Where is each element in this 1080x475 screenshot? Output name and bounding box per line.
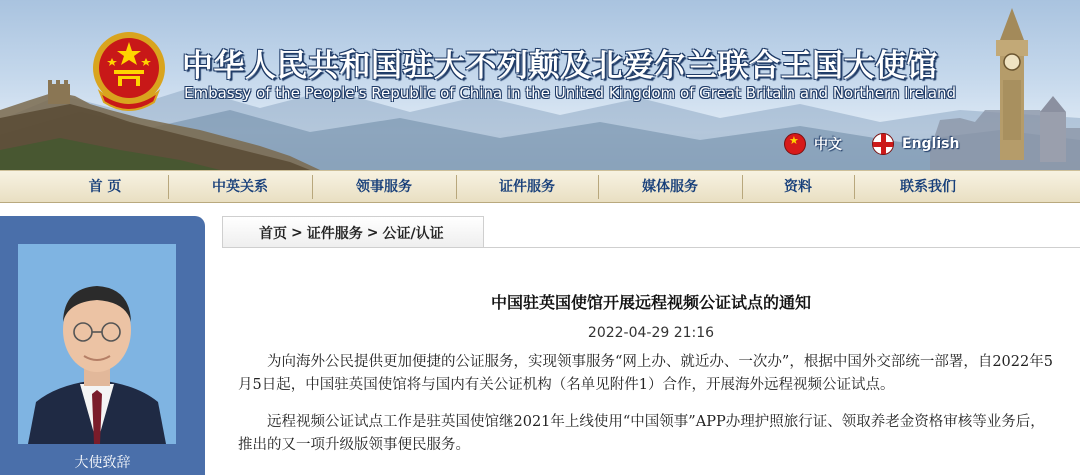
- main-navigation: [0, 170, 1080, 203]
- breadcrumb-separator: >: [366, 224, 379, 241]
- nav-resources[interactable]: 资料: [784, 179, 812, 195]
- nav-consular-services[interactable]: 领事服务: [356, 179, 412, 195]
- article-date: 2022-04-29 21:16: [587, 325, 715, 341]
- article-paragraph: 为向海外公民提供更加便捷的公证服务，实现领事服务“网上办、就近办、一次办”，根据中国外交部统一部署，自2022年5月5日起，中国驻英国使馆将与国内有关公证机构（名单见附件1）合作，开展海外远程视频公证试点。: [238, 354, 1053, 393]
- ambassador-remarks-link[interactable]: 大使致辞: [74, 455, 131, 471]
- china-flag-icon: [784, 133, 806, 155]
- article-title: 中国驻英国使馆开展远程视频公证试点的通知: [490, 293, 811, 312]
- site-title-english: Embassy of the People's Republic of China in the United Kingdom of Great Britain and Northern Ireland: [184, 84, 957, 102]
- breadcrumb-separator: >: [291, 224, 303, 241]
- nav-china-uk-relations[interactable]: 中英关系: [212, 179, 268, 195]
- nav-home[interactable]: 首 页: [88, 179, 122, 195]
- ambassador-sidebar: [0, 216, 205, 475]
- nav-document-services[interactable]: 证件服务: [499, 179, 555, 195]
- breadcrumb-home[interactable]: 首页: [259, 225, 287, 242]
- article-paragraph: 远程视频公证试点工作是驻英国使馆继2021年上线使用“中国领事”APP办理护照旅行证、领取养老金资格审核等业务后，推出的又一项升级版领事便民服务。: [238, 414, 1045, 453]
- language-english-link[interactable]: [872, 133, 959, 155]
- header-banner: [0, 0, 1080, 170]
- nav-media-services[interactable]: 媒体服务: [642, 179, 698, 195]
- site-title-chinese: 中华人民共和国驻大不列颠及北爱尔兰联合王国大使馆: [182, 48, 938, 84]
- breadcrumb-underline: [222, 247, 1080, 248]
- ambassador-photo: [18, 244, 176, 444]
- national-emblem-icon: [90, 28, 168, 114]
- uk-flag-icon: [872, 133, 894, 155]
- breadcrumb-current[interactable]: 公证/认证: [382, 225, 444, 242]
- language-english-label: English: [902, 136, 960, 152]
- breadcrumb-section[interactable]: 证件服务: [306, 225, 363, 242]
- language-chinese-label: 中文: [814, 137, 842, 153]
- breadcrumb: [222, 216, 484, 248]
- ambassador-portrait[interactable]: [18, 244, 176, 444]
- nav-contact-us[interactable]: 联系我们: [900, 179, 956, 195]
- language-chinese-link[interactable]: [784, 133, 842, 155]
